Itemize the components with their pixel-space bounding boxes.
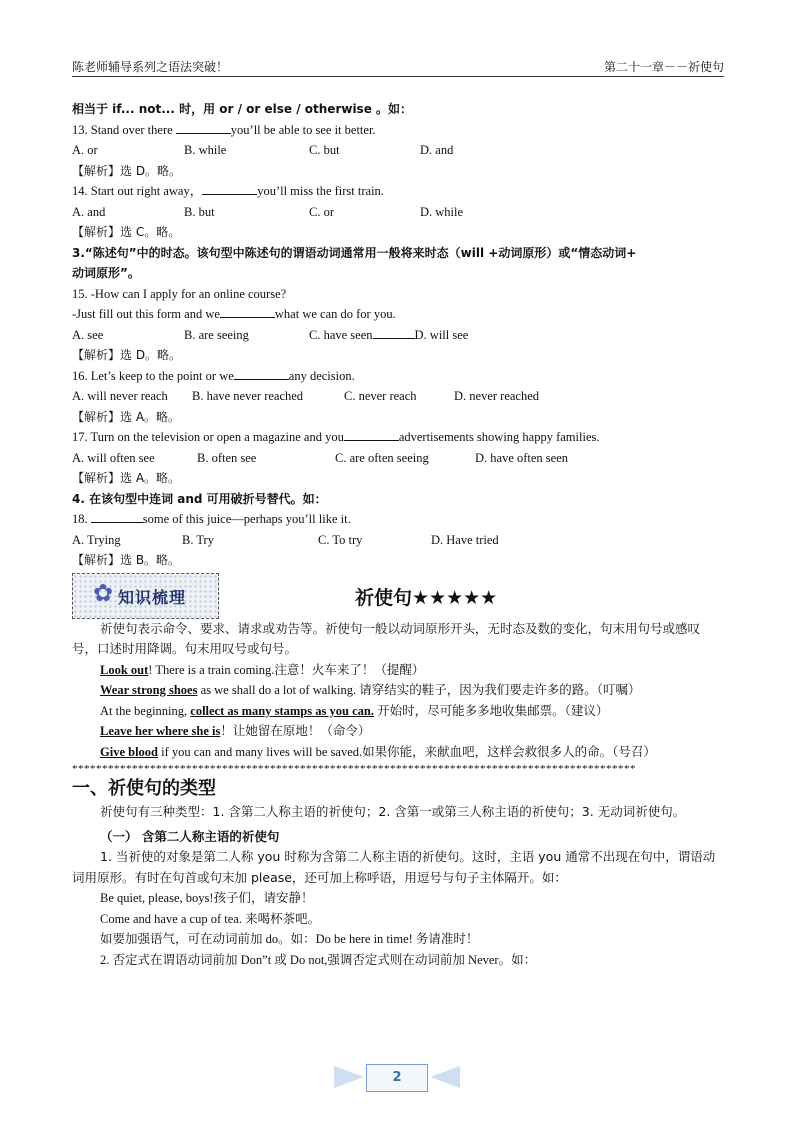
question-15-options — [72, 325, 724, 346]
section-title: 祈使句★★★★★ — [355, 586, 498, 609]
question-14-options — [72, 202, 724, 223]
example-imperative: Leave her where she is — [100, 724, 221, 738]
example-sentence — [72, 680, 724, 701]
option-a: A. Trying — [72, 532, 121, 547]
stem-text: any decision. — [288, 368, 355, 383]
option-d: D. Have tried — [431, 532, 499, 547]
answer-blank — [344, 429, 399, 441]
ribbon-right — [430, 1066, 460, 1088]
paragraph-2: 2. 否定式在谓语动词前加 Don”t 或 Do not,强调否定式则在动词前加 Never。如： — [100, 952, 537, 967]
option-c: C. never reach — [344, 389, 417, 403]
option-d: D. while — [420, 204, 464, 219]
question-13-options — [72, 140, 724, 161]
answer-blank — [234, 368, 289, 380]
answer-blank — [373, 327, 415, 339]
heading-types: 一、祈使句的类型 — [72, 778, 216, 799]
paragraph-1: 1. 当祈使的对象是第二人称 you 时称为含第二人称主语的祈使句。这时，主语 you 通常不出现在句中，谓语动词用原形。有时在句首或句末加 please，还可加上称呼语，用逗号与句子主体隔开。如： — [72, 849, 716, 885]
question-17-options — [72, 448, 724, 469]
question-13-stem — [72, 120, 724, 141]
stem-text: 13. Stand over there — [72, 122, 176, 137]
option-b: B. are seeing — [184, 327, 249, 342]
question-14-answer: 【解析】选 C。略。 — [72, 225, 181, 239]
stem-text: you’ll be able to see it better. — [230, 122, 376, 137]
question-16-stem — [72, 366, 724, 387]
option-c: C. but — [309, 143, 340, 157]
option-b: B. while — [184, 143, 227, 157]
header-chapter-title: 第二十一章－－祈使句 — [603, 60, 724, 74]
example-rest: ！让她留在原地！（命令） — [220, 724, 371, 738]
example-rest: as we shall do a lot of walking. 请穿结实的鞋子，因为我们要走许多的路。（叮嘱） — [197, 683, 641, 697]
option-c: C. or — [309, 204, 334, 219]
option-b: B. Try — [182, 532, 214, 547]
option-b: B. have never reached — [192, 389, 304, 403]
example-2: Come and have a cup of tea. 来喝杯茶吧。 — [100, 911, 321, 926]
option-d: D. and — [420, 143, 454, 157]
option-a: A. or — [72, 143, 98, 157]
page-header — [72, 56, 724, 77]
header-series-title: 陈老师辅导系列之语法突破！ — [72, 60, 229, 74]
stem-text: what we can do for you. — [274, 307, 396, 321]
example-1: Be quiet, please, boys!孩子们，请安静！ — [100, 891, 314, 905]
stem-text: some of this juice—perhaps you’ll like it. — [142, 512, 351, 526]
types-paragraph: 祈使句有三种类型：1. 含第二人称主语的祈使句；2. 含第一或第三人称主语的祈使句；3. 无动词祈使句。 — [100, 804, 686, 819]
option-c — [309, 325, 415, 346]
rule-line: 相当于 if... not... 时，用 or / or else / otherwise 。如： — [72, 102, 413, 116]
example-rest: 开始时，尽可能多多地收集邮票。（建议） — [373, 703, 609, 718]
example-sentence — [72, 701, 724, 722]
question-18-answer: 【解析】选 B。略。 — [72, 553, 181, 567]
example-sentence — [72, 660, 724, 681]
ribbon-left — [334, 1066, 364, 1088]
badge-label: 知识梳理 — [118, 587, 187, 607]
star-divider: ********************************************************************************************** — [72, 763, 636, 775]
example-list — [72, 660, 724, 763]
example-sentence — [72, 721, 724, 742]
option-c-text: C. have seen — [309, 327, 373, 342]
example-imperative: Give blood — [100, 744, 158, 759]
page-footer — [332, 1062, 462, 1092]
option-d: D. have often seen — [475, 450, 569, 465]
stem-text: you’ll miss the first train. — [257, 184, 384, 198]
answer-blank — [176, 122, 231, 134]
option-a: A. and — [72, 204, 106, 219]
example-imperative: Wear strong shoes — [100, 683, 198, 697]
question-18-stem: 18. some of this juice—perhaps you’ll like it. — [72, 512, 351, 526]
flower-icon: ✿ — [93, 580, 114, 607]
question-17-stem — [72, 427, 724, 448]
example-prefix: At the beginning, — [100, 703, 191, 718]
option-c: C. are often seeing — [335, 450, 429, 465]
question-15-stem-1: 15. -How can I apply for an online course? — [72, 286, 287, 301]
option-c: C. To try — [318, 532, 363, 547]
answer-blank — [91, 511, 143, 523]
point-3-line-2: 动词原形”。 — [72, 266, 140, 280]
stem-text: 14. Start out right away， — [72, 184, 203, 198]
option-d: D. never reached — [454, 389, 540, 403]
option-a: A. will never reach — [72, 389, 168, 403]
answer-blank — [220, 306, 275, 318]
example-rest: ! There is a train coming.注意！火车来了！（提醒） — [148, 662, 425, 677]
example-sentence — [72, 742, 724, 763]
example-rest: if you can and many lives will be saved.如果你能，来献血吧，这样会救很多人的命。（号召） — [158, 744, 656, 759]
option-a: A. see — [72, 327, 104, 342]
question-15-stem-2 — [72, 304, 724, 325]
stem-text: -Just fill out this form and we — [72, 307, 220, 321]
example-imperative: collect as many stamps as you can. — [190, 703, 374, 718]
intro-paragraph: 祈使句表示命令、要求、请求或劝告等。祈使句一般以动词原形开头，无时态及数的变化，句末用句号或感叹号，口述时用降调。句末用叹号或句号。 — [72, 620, 701, 656]
stem-text: advertisements showing happy families. — [398, 430, 600, 444]
question-18-options — [72, 530, 724, 551]
option-d: D. will see — [414, 327, 469, 342]
example-imperative: Look out — [100, 662, 149, 677]
answer-blank — [202, 183, 257, 195]
page-number: 2 — [366, 1064, 428, 1092]
question-13-answer: 【解析】选 D。略。 — [72, 163, 182, 178]
stem-text: 17. Turn on the television or open a magazine and you — [72, 430, 344, 444]
option-a: A. will often see — [72, 450, 155, 465]
option-b: B. often see — [197, 450, 257, 465]
question-16-answer: 【解析】选 A。略。 — [72, 409, 181, 424]
stem-text: 16. Let’s keep to the point or we — [72, 368, 234, 383]
section-heading-row — [72, 571, 724, 619]
question-16-options — [72, 386, 724, 407]
question-14-stem — [72, 181, 724, 202]
example-3: 如要加强语气，可在动词前加 do。如：Do be here in time! 务请准时！ — [100, 932, 479, 946]
point-3-line-1: 3.“陈述句”中的时态。该句型中陈述句的谓语动词通常用一般将来时态（will +动词原形）或“情态动词+ — [72, 245, 637, 260]
question-17-answer: 【解析】选 A。略。 — [72, 471, 181, 485]
main-content — [72, 99, 724, 970]
subheading-second-person: （一） 含第二人称主语的祈使句 — [100, 828, 280, 844]
question-15-answer: 【解析】选 D。略。 — [72, 348, 182, 362]
knowledge-badge — [72, 573, 219, 619]
option-b: B. but — [184, 204, 215, 219]
point-4: 4. 在该句型中连词 and 可用破折号替代。如： — [72, 491, 327, 506]
